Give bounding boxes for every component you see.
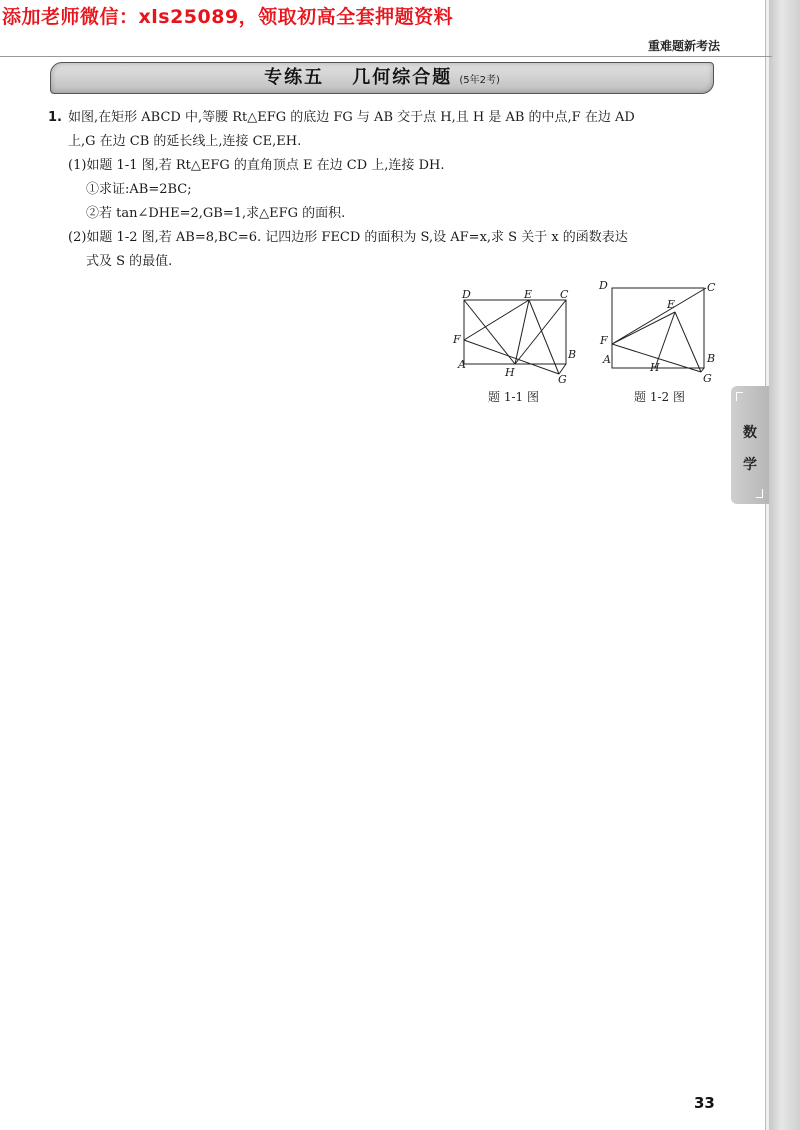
point-label: G [703,372,712,385]
problem-line [48,106,720,130]
header-rule [0,56,772,57]
subject-tab [731,386,769,504]
problem-line: 上,G 在边 CB 的延长线上,连接 CE,EH. [68,134,302,149]
figure-1-2 [595,274,725,388]
problem-part-1: (1)如题 1-1 图,若 Rt△EFG 的直角顶点 E 在边 CD 上,连接 DH. [68,158,445,173]
page-edge-strip [769,0,800,1130]
point-label: A [603,353,611,366]
point-label: D [599,279,608,292]
problem-1 [48,106,720,274]
problem-number: 1. [48,110,62,125]
banner-note: (5年2考) [459,75,500,86]
point-label: B [707,352,716,365]
banner-subtitle: 几何综合题 [352,67,453,88]
problem-part-1-i: ①求证:AB=2BC; [86,182,192,197]
header-section-label: 重难题新考法 [647,39,720,53]
problem-text: 如图,在矩形 ABCD 中,等腰 Rt△EFG 的底边 FG 与 AB 交于点 H,且 H 是 AB 的中点,F 在边 AD [68,110,635,125]
point-label: C [707,281,716,294]
watermark-text: 添加老师微信：xls25089，领取初高全套押题资料 [2,6,454,28]
point-label: E [524,288,533,301]
problem-part-1-ii: ②若 tan∠DHE=2,GB=1,求△EFG 的面积. [86,206,346,221]
point-label: E [667,298,676,311]
point-label: B [568,348,577,361]
point-label: A [458,358,466,371]
page-number: 33 [694,1094,715,1112]
point-label: D [462,288,471,301]
point-label: H [505,366,515,379]
figure-1-1 [450,288,585,388]
point-label: F [600,334,608,347]
problem-line: 式及 S 的最值. [86,254,173,269]
problem-part-2: (2)如题 1-2 图,若 AB=8,BC=6. 记四边形 FECD 的面积为 S,设 AF=x,求 S 关于 x 的函数表达 [68,230,628,245]
title-banner [50,62,714,94]
subject-tab-char: 学 [743,457,757,473]
point-label: H [650,361,660,374]
banner-title: 专练五 [264,67,325,88]
point-label: F [453,333,461,346]
subject-tab-char: 数 [743,425,757,441]
point-label: C [560,288,569,301]
point-label: G [558,373,567,386]
figure-1-1-caption: 题 1-1 图 [488,390,539,404]
figure-1-2-caption: 题 1-2 图 [634,390,685,404]
